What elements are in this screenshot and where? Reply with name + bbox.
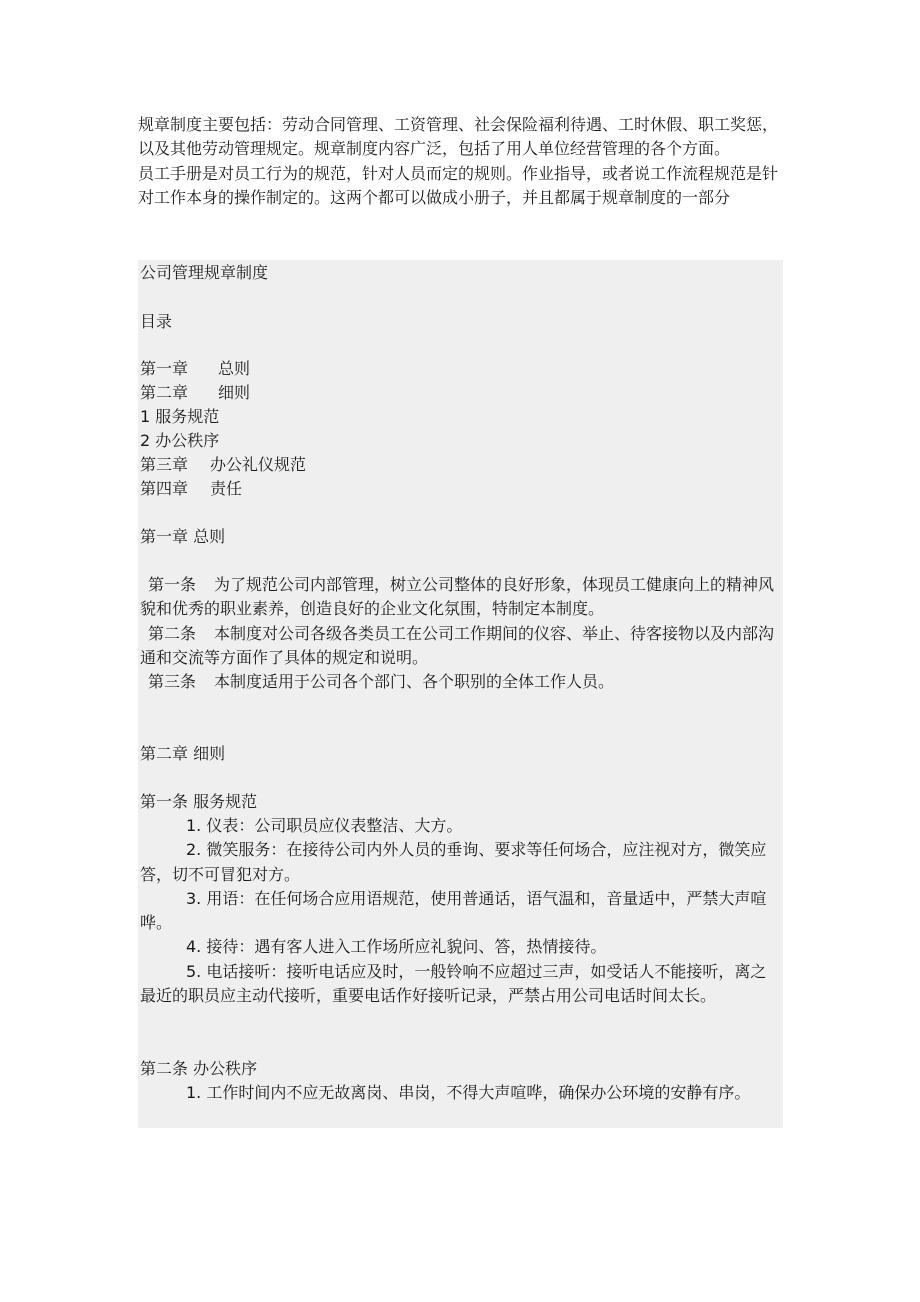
article-2 — [140, 622, 782, 671]
article-3 — [140, 670, 782, 694]
toc-heading: 目录 — [140, 312, 173, 331]
intro-section — [138, 113, 784, 211]
list-item: 2. 微笑服务：在接待公司内外人员的垂询、要求等任何场合，应注视对方，微笑应答，切不可冒犯对方。 — [140, 840, 767, 884]
toc-item-5 — [140, 455, 306, 475]
chapter1-articles — [140, 573, 782, 694]
article1-heading: 第一条 服务规范 — [140, 792, 258, 811]
toc-item-2 — [140, 383, 250, 403]
toc-item-1 — [140, 359, 250, 379]
regulation-document — [138, 260, 783, 1128]
intro-paragraph-1: 规章制度主要包括：劳动合同管理、工资管理、社会保险福利待遇、工时休假、职工奖惩，以及其他劳动管理规定。规章制度内容广泛，包括了用人单位经营管理的各个方面。 — [138, 115, 779, 159]
toc-item-3 — [140, 407, 219, 427]
service-norms-list — [140, 814, 782, 1008]
article-1 — [140, 573, 782, 622]
list-item: 5. 电话接听：接听电话应及时，一般铃响不应超过三声，如受话人不能接听，离之最近的职员应主动代接听，重要电话作好接听记录，严禁占用公司电话时间太长。 — [140, 961, 767, 1006]
article-label: 第二条 — [148, 623, 197, 643]
office-order-list — [140, 1081, 782, 1105]
toc-chapter: 第一章 — [140, 359, 189, 378]
list-item: 3. 用语：在任何场合应用语规范，使用普通话，语气温和，音量适中，严禁大声喧哗。 — [140, 888, 767, 933]
document-title: 公司管理规章制度 — [140, 263, 269, 282]
toc-chapter: 第二章 — [140, 383, 189, 402]
article-text: 本制度对公司各级各类员工在公司工作期间的仪容、举止、待客接物以及内部沟通和交流等方面作了具体的规定和说明。 — [140, 623, 775, 667]
toc-item-4 — [140, 431, 219, 451]
toc-chapter: 2 — [140, 431, 151, 450]
toc-name: 办公秩序 — [155, 431, 220, 450]
article-text: 为了规范公司内部管理，树立公司整体的良好形象，体现员工健康向上的精神风貌和优秀的职业素养，创造良好的企业文化氛围，特制定本制度。 — [140, 575, 775, 619]
chapter2-heading: 第二章 细则 — [140, 744, 226, 763]
list-item: 4. 接待：遇有客人进入工作场所应礼貌问、答，热情接待。 — [186, 937, 607, 957]
toc-chapter: 1 — [140, 407, 151, 426]
list-item: 1. 仪表：公司职员应仪表整洁、大方。 — [186, 816, 463, 835]
toc-name: 办公礼仪规范 — [210, 455, 307, 474]
article2-heading: 第二条 办公秩序 — [140, 1059, 258, 1078]
toc-name: 总则 — [218, 359, 251, 378]
article-label: 第一条 — [148, 575, 197, 594]
article-label: 第三条 — [148, 672, 197, 692]
toc-name: 责任 — [210, 479, 243, 498]
intro-paragraph-2: 员工手册是对员工行为的规范，针对人员而定的规则。作业指导，或者说工作流程规范是针对工作本身的操作制定的。这两个都可以做成小册子，并且都属于规章制度的一部分 — [138, 163, 779, 208]
article-text: 本制度适用于公司各个部门、各个职别的全体工作人员。 — [214, 672, 615, 692]
chapter1-heading: 第一章 总则 — [140, 527, 226, 546]
toc-chapter: 第三章 — [140, 455, 189, 474]
toc-item-6 — [140, 479, 242, 499]
toc-name: 服务规范 — [155, 407, 220, 426]
toc-chapter: 第四章 — [140, 479, 189, 498]
toc-name: 细则 — [218, 383, 251, 402]
list-item: 1. 工作时间内不应无故离岗、串岗，不得大声喧哗，确保办公环境的安静有序。 — [186, 1083, 751, 1102]
